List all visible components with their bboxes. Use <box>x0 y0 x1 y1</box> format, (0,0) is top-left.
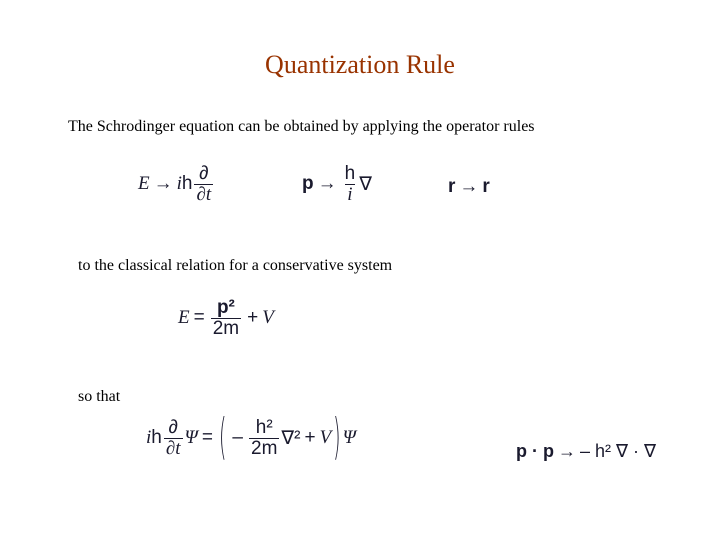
position-operator-equation <box>448 176 490 198</box>
intro-text: The Schrodinger equation can be obtained by applying the operator rules <box>68 118 535 135</box>
fraction-numerator: h² <box>255 417 273 438</box>
fraction-numerator: ∂ <box>168 417 178 438</box>
kinetic-fraction <box>249 418 279 459</box>
wavefunction-symbol: Ψ <box>184 427 198 449</box>
arrow-symbol: → <box>558 441 576 461</box>
fraction-denominator: 2m <box>251 437 278 459</box>
potential-symbol: V <box>262 307 274 329</box>
potential-symbol: V <box>319 427 332 449</box>
fraction-numerator: h <box>344 163 356 184</box>
dot-product-equation <box>516 441 656 462</box>
so-that-text: so that <box>78 388 121 405</box>
hbar-over-i-fraction <box>343 164 358 205</box>
slide-title: Quantization Rule <box>265 50 455 79</box>
plus-symbol: + <box>247 307 259 329</box>
position-result: r <box>482 176 490 197</box>
energy-symbol: E <box>178 307 190 329</box>
momentum-dot-product: p · p <box>516 441 554 461</box>
laplacian-symbol: ∇² <box>281 427 301 449</box>
fraction-numerator: ∂ <box>199 163 209 184</box>
energy-symbol: E <box>138 173 150 195</box>
plus-symbol: + <box>304 427 316 449</box>
fraction-numerator: p² <box>216 297 235 318</box>
middle-text: to the classical relation for a conservative system <box>78 257 393 274</box>
fraction-denominator: 2m <box>212 317 240 339</box>
equals-symbol: = <box>201 427 213 449</box>
arrow-symbol: → <box>153 173 173 195</box>
imaginary-unit: i <box>176 173 182 195</box>
gradient-symbol: ∇ <box>359 173 372 195</box>
minus-symbol: – <box>232 427 243 449</box>
kinetic-energy-fraction <box>211 298 241 339</box>
imaginary-unit: i <box>146 427 152 449</box>
equals-symbol: = <box>193 307 205 329</box>
fraction-denominator: i <box>347 183 353 205</box>
fraction-denominator: ∂t <box>165 437 181 459</box>
momentum-operator-equation <box>302 164 372 205</box>
laplacian-operator: – h² ∇ · ∇ <box>580 441 657 461</box>
right-parenthesis: ) <box>333 409 341 468</box>
hbar-symbol: h <box>181 173 193 195</box>
position-symbol: r <box>448 176 456 197</box>
time-derivative-fraction <box>164 418 183 459</box>
arrow-symbol: → <box>459 176 479 197</box>
energy-operator-equation <box>138 164 215 205</box>
fraction-denominator: ∂t <box>196 183 212 205</box>
time-derivative-fraction <box>194 164 213 205</box>
arrow-symbol: → <box>317 173 337 195</box>
classical-energy-equation <box>178 298 274 339</box>
hbar-symbol: h <box>151 427 162 449</box>
left-parenthesis: ( <box>219 409 227 468</box>
wavefunction-symbol: Ψ <box>342 427 356 449</box>
momentum-symbol: p <box>302 173 314 195</box>
schrodinger-equation <box>146 409 356 468</box>
